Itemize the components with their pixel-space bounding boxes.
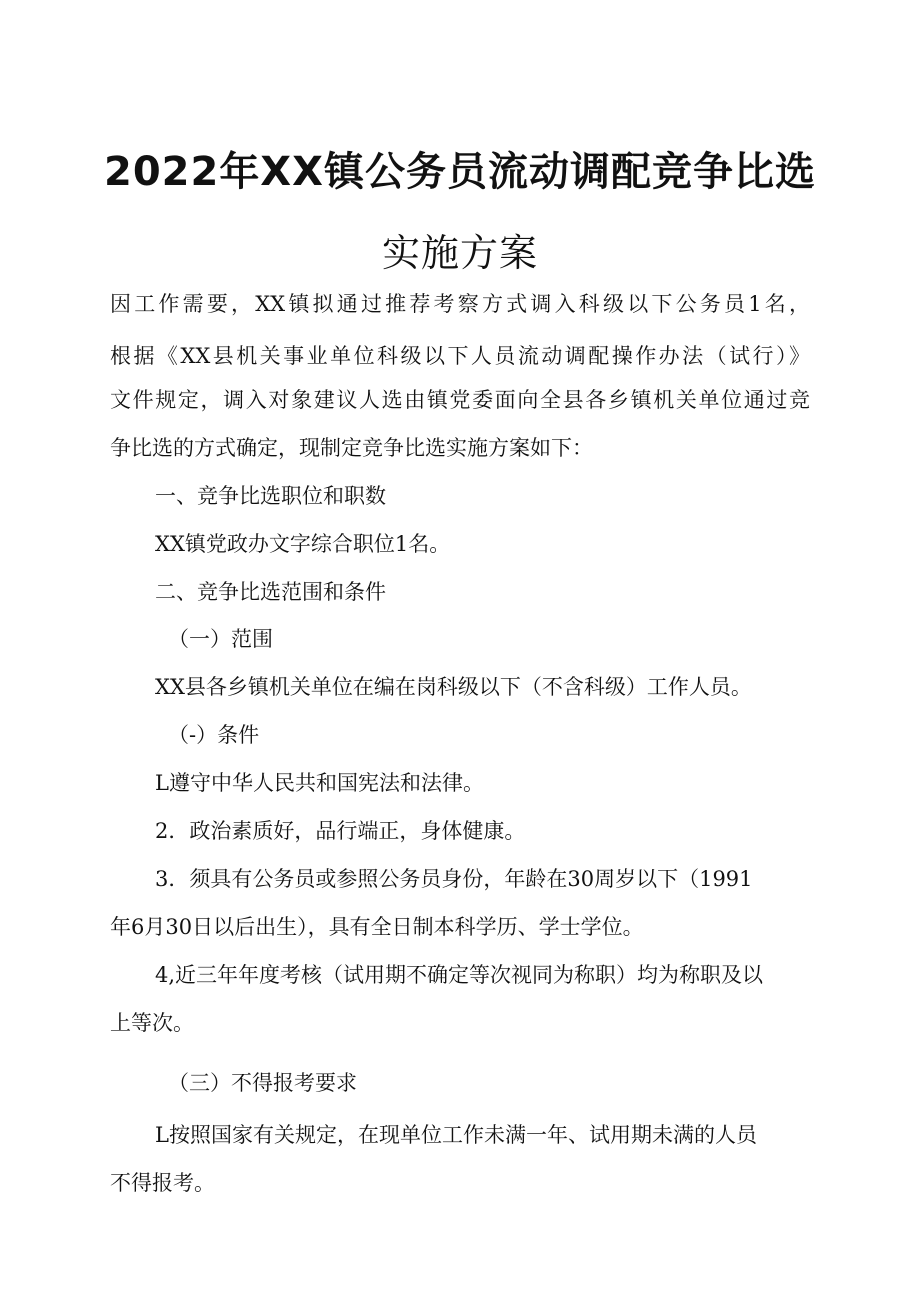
list-item: L遵守中华人民共和国宪法和法律。 bbox=[155, 771, 484, 795]
paragraph-line: 年6月30日以后出生），具有全日制本科学历、学士学位。 bbox=[110, 915, 644, 939]
document-subtitle: 实施方案 bbox=[381, 231, 538, 275]
list-item: L按照国家有关规定，在现单位工作未满一年、试用期未满的人员 bbox=[155, 1123, 757, 1147]
paragraph-line: XX县各乡镇机关单位在编在岗科级以下（不含科级）工作人员。 bbox=[155, 675, 752, 699]
list-item: 2．政治素质好，品行端正，身体健康。 bbox=[155, 819, 526, 843]
subsection-heading: （一）范围 bbox=[168, 627, 273, 651]
section-heading: 一、竞争比选职位和职数 bbox=[155, 484, 386, 508]
paragraph-line: 不得报考。 bbox=[110, 1171, 215, 1195]
subsection-heading: （-）条件 bbox=[168, 723, 260, 747]
list-item: 3．须具有公务员或参照公务员身份，年龄在30周岁以下（1991 bbox=[155, 867, 753, 891]
paragraph-line: 文件规定，调入对象建议人选由镇党委面向全县各乡镇机关单位通过竞 bbox=[110, 388, 810, 412]
subsection-heading: （三）不得报考要求 bbox=[168, 1071, 357, 1095]
paragraph-line: 因工作需要，XX镇拟通过推荐考察方式调入科级以下公务员1名， bbox=[110, 292, 810, 316]
document-title: 2022年XX镇公务员流动调配竞争比选 bbox=[103, 149, 816, 195]
paragraph-line: 争比选的方式确定，现制定竞争比选实施方案如下： bbox=[110, 436, 593, 460]
paragraph-line: 根据《XX县机关事业单位科级以下人员流动调配操作办法（试行）》 bbox=[110, 344, 810, 368]
paragraph-line: 上等次。 bbox=[110, 1011, 194, 1035]
paragraph-line: XX镇党政办文字综合职位1名。 bbox=[155, 532, 451, 556]
section-heading: 二、竞争比选范围和条件 bbox=[155, 580, 386, 604]
list-item: 4,近三年年度考核（试用期不确定等次视同为称职）均为称职及以 bbox=[155, 963, 764, 987]
